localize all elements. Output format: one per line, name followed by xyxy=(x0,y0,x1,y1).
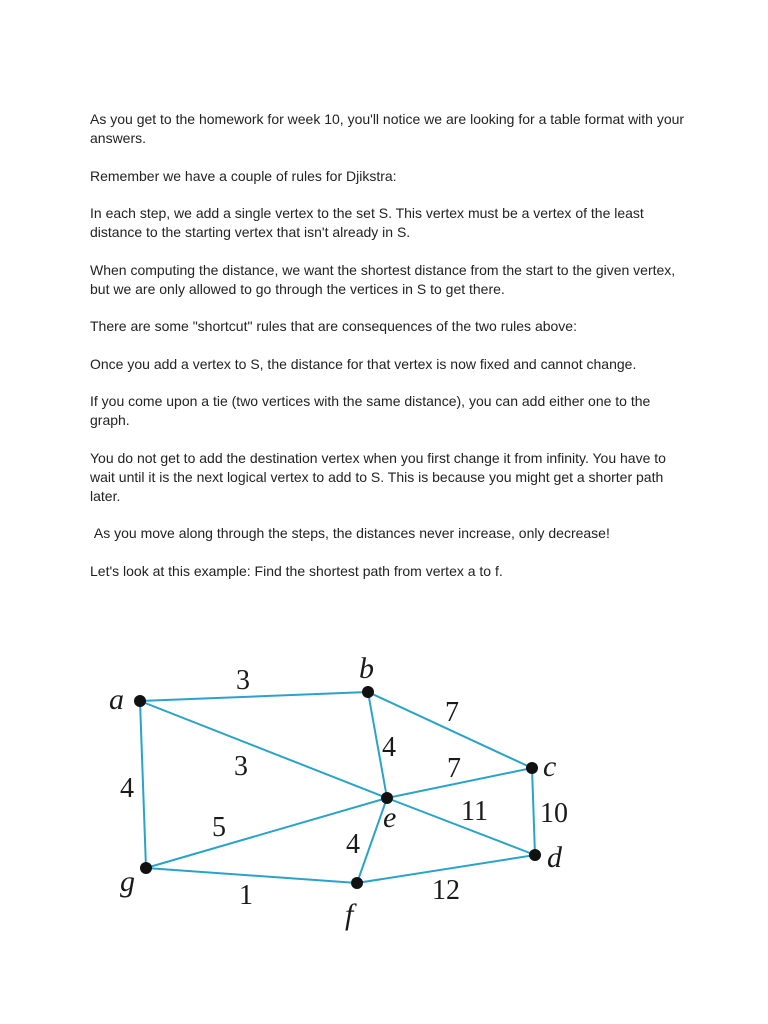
edge-a-b xyxy=(140,692,368,701)
weight-e-d: 11 xyxy=(461,796,488,827)
text-body xyxy=(90,110,690,599)
weight-a-g: 4 xyxy=(120,773,134,804)
paragraph-rule-1: In each step, we add a single vertex to the set S. This vertex must be a vertex of the least distance to the starting vertex that isn't already in S. xyxy=(90,205,648,240)
vertex-label-e: e xyxy=(383,801,397,834)
paragraph-shortcut-3: You do not get to add the destination vertex when you first change it from infinity. You have to wait until it is the next logical vertex to add to S. This is because you might get a shorter path later. xyxy=(90,449,670,504)
paragraph-intro: As you get to the homework for week 10, you'll notice we are looking for a table format with your answers. xyxy=(90,111,688,146)
vertex-g xyxy=(140,862,152,874)
weighted-graph-diagram xyxy=(95,640,595,940)
paragraph-shortcut-intro: There are some "shortcut" rules that are consequences of the two rules above: xyxy=(90,318,577,334)
weight-e-f: 4 xyxy=(346,829,360,860)
paragraph-rule-2: When computing the distance, we want the shortest distance from the start to the given vertex, but we are only allowed to go through the vertices in S to get there. xyxy=(90,261,680,297)
vertex-label-a: a xyxy=(109,683,124,716)
weight-f-d: 12 xyxy=(432,875,460,906)
weight-c-d: 10 xyxy=(540,798,568,829)
paragraph-shortcut-2: If you come upon a tie (two vertices with the same distance), you can add either one to the graph. xyxy=(90,393,655,428)
weight-e-c: 7 xyxy=(447,753,461,784)
vertex-d xyxy=(529,849,541,861)
paragraph-shortcut-1: Once you add a vertex to S, the distance for that vertex is now fixed and cannot change. xyxy=(90,355,637,372)
weight-g-e: 5 xyxy=(212,812,226,843)
vertex-label-g: g xyxy=(120,865,135,898)
vertex-label-f: f xyxy=(345,898,354,931)
vertex-label-d: d xyxy=(547,841,562,874)
paragraph-rules-intro: Remember we have a couple of rules for Djikstra: xyxy=(90,167,397,184)
vertex-label-c: c xyxy=(543,750,557,783)
weight-a-b: 3 xyxy=(236,665,250,696)
edge-a-e xyxy=(140,701,387,798)
vertex-label-b: b xyxy=(359,652,374,685)
weight-b-e: 4 xyxy=(382,732,396,763)
paragraph-example: Let's look at this example: Find the shortest path from vertex a to f. xyxy=(90,562,503,579)
weight-g-f: 1 xyxy=(239,880,253,911)
paragraph-shortcut-4: As you move along through the steps, the distances never increase, only decrease! xyxy=(90,525,610,541)
weight-a-e: 3 xyxy=(234,751,248,782)
vertex-c xyxy=(526,762,538,774)
vertex-f xyxy=(351,877,363,889)
edge-c-d xyxy=(532,768,535,855)
edge-a-g xyxy=(140,701,146,868)
vertex-a xyxy=(134,695,146,707)
vertex-b xyxy=(362,686,374,698)
weight-b-c: 7 xyxy=(445,697,459,728)
